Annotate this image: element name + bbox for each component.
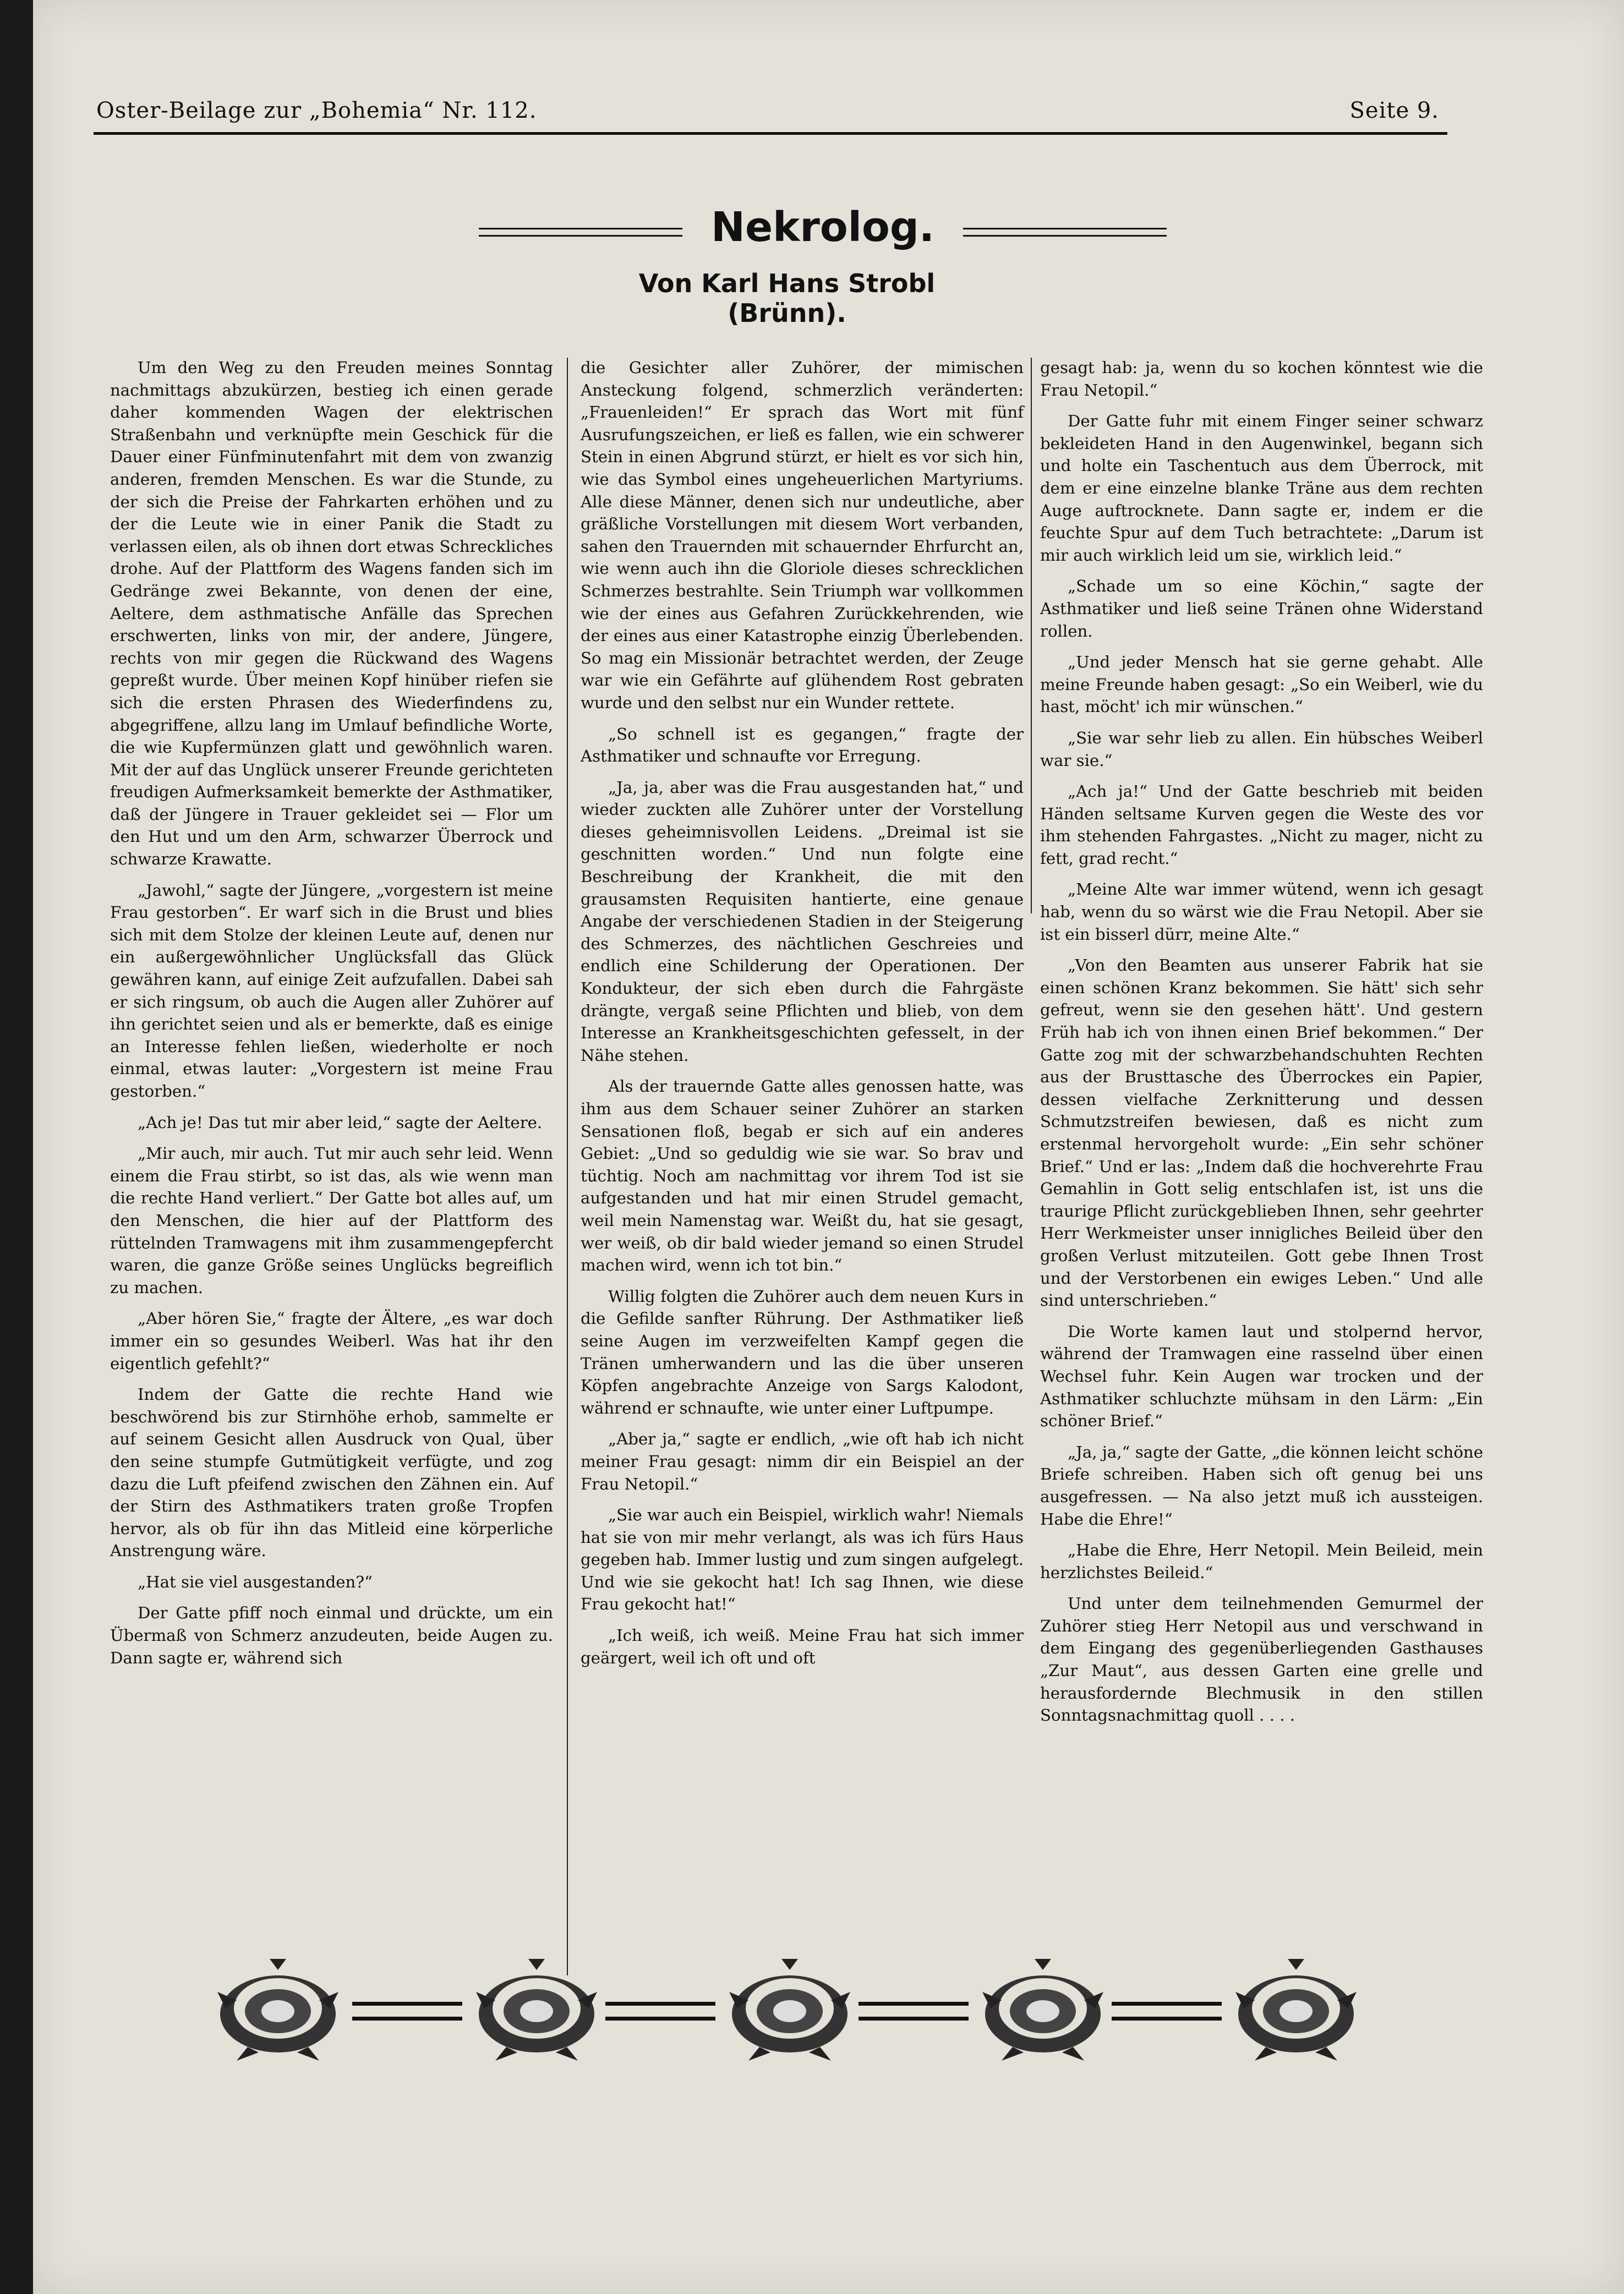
paragraph: „Mir auch, mir auch. Tut mir auch sehr leid. Wenn einem die Frau stirbt, so ist das, als wie wenn man die rechte Hand verliert.“ Der Gatte bot alles auf, um den Menschen, die hier auf der Plattform des rüttelnden Tramwagens mit ihm zusammengepfercht waren, die ganze Größe seines Unglücks begreiflich zu machen.: [110, 1144, 553, 1297]
paragraph: Die Worte kamen laut und stolpernd hervor, während der Tramwagen eine rasselnd über einen Wechsel fuhr. Kein Augen war trocken und der Asthmatiker schluchzte mühsam in den Lärm: „Ein schöner Brief.“: [1040, 1322, 1483, 1431]
chrysanthemum-flower-icon: [726, 1959, 853, 2063]
paragraph: „Meine Alte war immer wütend, wenn ich gesagt hab, wenn du so wärst wie die Frau Netopil. Aber sie ist ein bisserl dürr, meine Alte.“: [1040, 880, 1483, 944]
title-rule-right: [963, 228, 1167, 237]
paragraph: „Aber hören Sie,“ fragte der Ältere, „es war doch immer ein so gesundes Weiberl. Was hat ihr den eigentlich gefehlt?“: [110, 1309, 553, 1373]
paragraph: gesagt hab: ja, wenn du so kochen könntest wie die Frau Netopil.“: [1040, 358, 1483, 399]
page-header: [96, 98, 1439, 131]
paragraph: „Ich weiß, ich weiß. Meine Frau hat sich immer geärgert, weil ich oft und oft: [581, 1626, 1024, 1667]
column-divider-2: [1031, 358, 1032, 913]
paragraph: „Habe die Ehre, Herr Netopil. Mein Beileid, mein herzlichstes Beileid.“: [1040, 1541, 1483, 1582]
text-column-1: [110, 357, 553, 1678]
paragraph: „Und jeder Mensch hat sie gerne gehabt. Alle meine Freunde haben gesagt: „So ein Weiberl, wie du hast, möcht' ich mir wünschen.“: [1040, 653, 1483, 716]
text-column-2: [581, 357, 1024, 1678]
paragraph: „Schade um so eine Köchin,“ sagte der Asthmatiker und ließ seine Tränen ohne Widerstand rollen.: [1040, 577, 1483, 640]
paragraph: „Von den Beamten aus unserer Fabrik hat sie einen schönen Kranz bekommen. Sie hätt' sich sehr gefreut, wenn sie den gesehen hätt'. Und gestern Früh hab ich von ihnen einen Brief bekommen.“ Der Gatte zog mit der schwarzbehandschuhten Rechten aus der Brusttasche des Überrockes ein Papier, dessen vielfache Zerknitterung und dessen Schmutzstreifen bewiesen, daß es nicht zum erstenmal hervorgeholt wurde: „Ein sehr schöner Brief.“ Und er las: „Indem daß die hochverehrte Frau Gemahlin in Gott selig entschlafen ist, ist uns die traurige Pflicht zurückgeblieben Ihnen, sehr geehrter Herr Werkmeister unser innigliches Beileid über den großen Verlust mitzuteilen. Gott gebe Ihnen Trost und der Verstorbenen ein ewiges Leben.“ Und alle sind unterschrieben.“: [1040, 956, 1483, 1310]
paragraph: „Ach je! Das tut mir aber leid,“ sagte der Aeltere.: [138, 1113, 543, 1132]
paragraph: Willig folgten die Zuhörer auch dem neuen Kurs in die Gefilde sanfter Rührung. Der Asthmatiker ließ seine Augen im verzweifelten Kampf gegen die Tränen umherwandern und las die über unseren Köpfen angebrachte Anzeige von Sargs Kalodont, während er schnaufte, wie unter einer Luftpumpe.: [581, 1286, 1024, 1417]
paragraph: Als der trauernde Gatte alles genossen hatte, was ihm aus dem Schauer seiner Zuhörer an starken Sensationen floß, begab er sich auf ein anderes Gebiet: „Und so geduldig wie sie war. So brav und tüchtig. Noch am nachmittag vor ihrem Tod ist sie aufgestanden und hat mir einen Strudel gemacht, weil mein Namenstag war. Weißt du, hat sie gesagt, wer weiß, ob dir bald wieder jemand so einen Strudel machen wird, wenn ich tot bin.“: [581, 1077, 1024, 1275]
paragraph: „Jawohl,“ sagte der Jüngere, „vorgestern ist meine Frau gestorben“. Er warf sich in die Brust und blies sich mit dem Stolze der kleinen Leute auf, denen nur ein außergewöhnlicher Unglücksfall das Glück gewähren kann, auf einige Zeit aufzufallen. Dabei sah er sich ringsum, ob auch die Augen aller Zuhörer auf ihn gerichtet seien und als er bemerkte, daß es einige an Interesse fehlen ließen, wiederholte er noch einmal, etwas lauter: „Vorgestern ist meine Frau gestorben.“: [110, 880, 553, 1101]
paragraph: „Sie war sehr lieb zu allen. Ein hübsches Weiberl war sie.“: [1040, 728, 1483, 770]
paragraph: „Hat sie viel ausgestanden?“: [138, 1572, 373, 1591]
article-title-block: [479, 204, 1167, 259]
paragraph: Der Gatte pfiff noch einmal und drückte, um ein Übermaß von Schmerz anzudeuten, beide Augen zu. Dann sagte er, während sich: [110, 1603, 553, 1667]
paragraph: „Ja, ja, aber was die Frau ausgestanden hat,“ und wieder zuckten alle Zuhörer unter der Vorstellung dieses geheimnisvollen Leidens. „Dreimal ist sie geschnitten worden.“ Und nun folgte eine Beschreibung der Krankheit, die mit den grausamsten Requisiten hantierte, eine genaue Angabe der verschiedenen Stadien in der Steigerung des Schmerzes, des nächtlichen Geschreies und endlich eine Schilderung der Operationen. Der Kondukteur, der sich eben durch die Fahrgäste drängte, vergaß seine Pflichten und blieb, von dem Interesse an Krankheitsgeschichten gefesselt, in der Nähe stehen.: [581, 778, 1024, 1065]
text-column-3: [1040, 357, 1483, 1735]
ornament-double-rule: [352, 2002, 462, 2021]
ornament-double-rule: [1112, 2002, 1222, 2021]
chrysanthemum-flower-icon: [1233, 1959, 1359, 2063]
paragraph: „Aber ja,“ sagte er endlich, „wie oft hab ich nicht meiner Frau gesagt: nimm dir ein Beispiel an der Frau Netopil.“: [581, 1430, 1024, 1493]
chrysanthemum-flower-icon: [215, 1959, 341, 2063]
article-title: Nekrolog.: [711, 204, 934, 251]
ornament-band: [215, 1959, 1403, 2069]
header-page-number: Seite 9.: [1349, 98, 1439, 123]
paragraph: Um den Weg zu den Freuden meines Sonntag nachmittags abzukürzen, bestieg ich einen gerade daher kommenden Wagen der elektrischen Straßenbahn und verknüpfte mein Geschick für die Dauer einer Fünfminutenfahrt mit dem von zwanzig anderen, fremden Menschen. Es war die Stunde, zu der sich die Preise der Fahrkarten erhöhen und zu der die Leute wie in einer Panik die Stadt zu verlassen eilen, als ob ihnen dort etwas Schreckliches drohe. Auf der Plattform des Wagens fanden sich im Gedränge zwei Bekannte, von denen der eine, Aeltere, dem asthmatische Anfälle das Sprechen erschwerten, links von mir, der andere, Jüngere, rechts von mir gegen die Rückwand des Wagens gepreßt wurde. Über meinen Kopf hinüber riefen sie sich die ersten Phrasen des Wiederfindens zu, abgegriffene, allzu lang im Umlauf befindliche Worte, die wie Kupfermünzen glatt und gewöhnlich waren. Mit der auf das Unglück unserer Freunde gerichteten freudigen Aufmerksamkeit bemerkte der Asthmatiker, daß der Jüngere in Trauer gekleidet sei — Flor um den Hut und um den Arm, schwarzer Überrock und schwarze Krawatte.: [110, 358, 553, 869]
chrysanthemum-flower-icon: [473, 1959, 600, 2063]
scan-binding-edge: [0, 0, 33, 2294]
paragraph: Indem der Gatte die rechte Hand wie beschwörend bis zur Stirnhöhe erhob, sammelte er auf seinem Gesicht allen Ausdruck von Qual, über den seine stumpfe Gutmütigkeit verfügte, und zog dazu die Luft pfeifend zwischen den Zähnen ein. Auf der Stirn des Asthmatikers traten große Tropfen hervor, als ob für ihn das Mitleid eine körperliche Anstrengung wäre.: [110, 1385, 553, 1561]
ornament-double-rule: [859, 2002, 969, 2021]
paragraph: Und unter dem teilnehmenden Gemurmel der Zuhörer stieg Herr Netopil aus und verschwand in dem Eingang des gegenüberliegenden Gasthauses „Zur Maut“, aus dessen Garten eine grelle und herausfordernde Blechmusik in den stillen Sonntagsnachmittag quoll . . . .: [1040, 1594, 1483, 1725]
ornament-double-rule: [605, 2002, 715, 2021]
header-publication: Oster-Beilage zur „Bohemia“ Nr. 112.: [96, 98, 537, 123]
paragraph: „Sie war auch ein Beispiel, wirklich wahr! Niemals hat sie von mir mehr verlangt, als was ich fürs Haus gegeben hab. Immer lustig und zum singen aufgelegt. Und wie sie gekocht hat! Ich sag Ihnen, wie diese Frau gekocht hat!“: [581, 1505, 1024, 1614]
chrysanthemum-flower-icon: [980, 1959, 1106, 2063]
paragraph: Der Gatte fuhr mit einem Finger seiner schwarz bekleideten Hand in den Augenwinkel, begann sich und holte ein Taschentuch aus dem Überrock, mit dem er eine einzelne blanke Träne aus dem rechten Auge auftrocknete. Dann sagte er, indem er die feuchte Spur auf dem Tuch betrachtete: „Darum ist mir auch wirklich leid um sie, wirklich leid.“: [1040, 412, 1483, 565]
paragraph: „Ach ja!“ Und der Gatte beschrieb mit beiden Händen seltsame Kurven gegen die Weste des vor ihm stehenden Fahrgastes. „Nicht zu mager, nicht zu fett, grad recht.“: [1040, 782, 1483, 868]
article-byline: Von Karl Hans Strobl (Brünn).: [638, 269, 936, 328]
paragraph: die Gesichter aller Zuhörer, der mimischen Ansteckung folgend, schmerzlich veränderten: „Frauenleiden!“ Er sprach das Wort mit fünf Ausrufungszeichen, er ließ es fallen, wie ein schwerer Stein in einen Abgrund stürzt, er hielt es vor sich hin, wie das Symbol eines ungeheuerlichen Martyriums. Alle diese Männer, denen sich nur undeutliche, aber gräßliche Vorstellungen mit diesem Wort verbanden, sahen den Trauernden mit schauernder Ehrfurcht an, wie wenn auch ihn die Gloriole dieses schrecklichen Schmerzes bestrahlte. Sein Triumph war vollkommen wie der eines aus Gefahren Zurückkehrenden, wie der eines aus einer Katastrophe einzig Überlebenden. So mag ein Missionär betrachtet werden, der Zeuge war wie ein Gefährte auf glühendem Rost gebraten wurde und den selbst nur ein Wunder rettete.: [581, 358, 1024, 712]
title-rule-left: [479, 228, 682, 237]
header-rule: [94, 132, 1447, 135]
column-divider-1: [567, 358, 568, 1975]
paragraph: „Ja, ja,“ sagte der Gatte, „die können leicht schöne Briefe schreiben. Haben sich oft genug bei uns ausgefressen. — Na also jetzt muß ich aussteigen. Habe die Ehre!“: [1040, 1442, 1483, 1529]
paragraph: „So schnell ist es gegangen,“ fragte der Asthmatiker und schnaufte vor Erregung.: [581, 724, 1024, 766]
